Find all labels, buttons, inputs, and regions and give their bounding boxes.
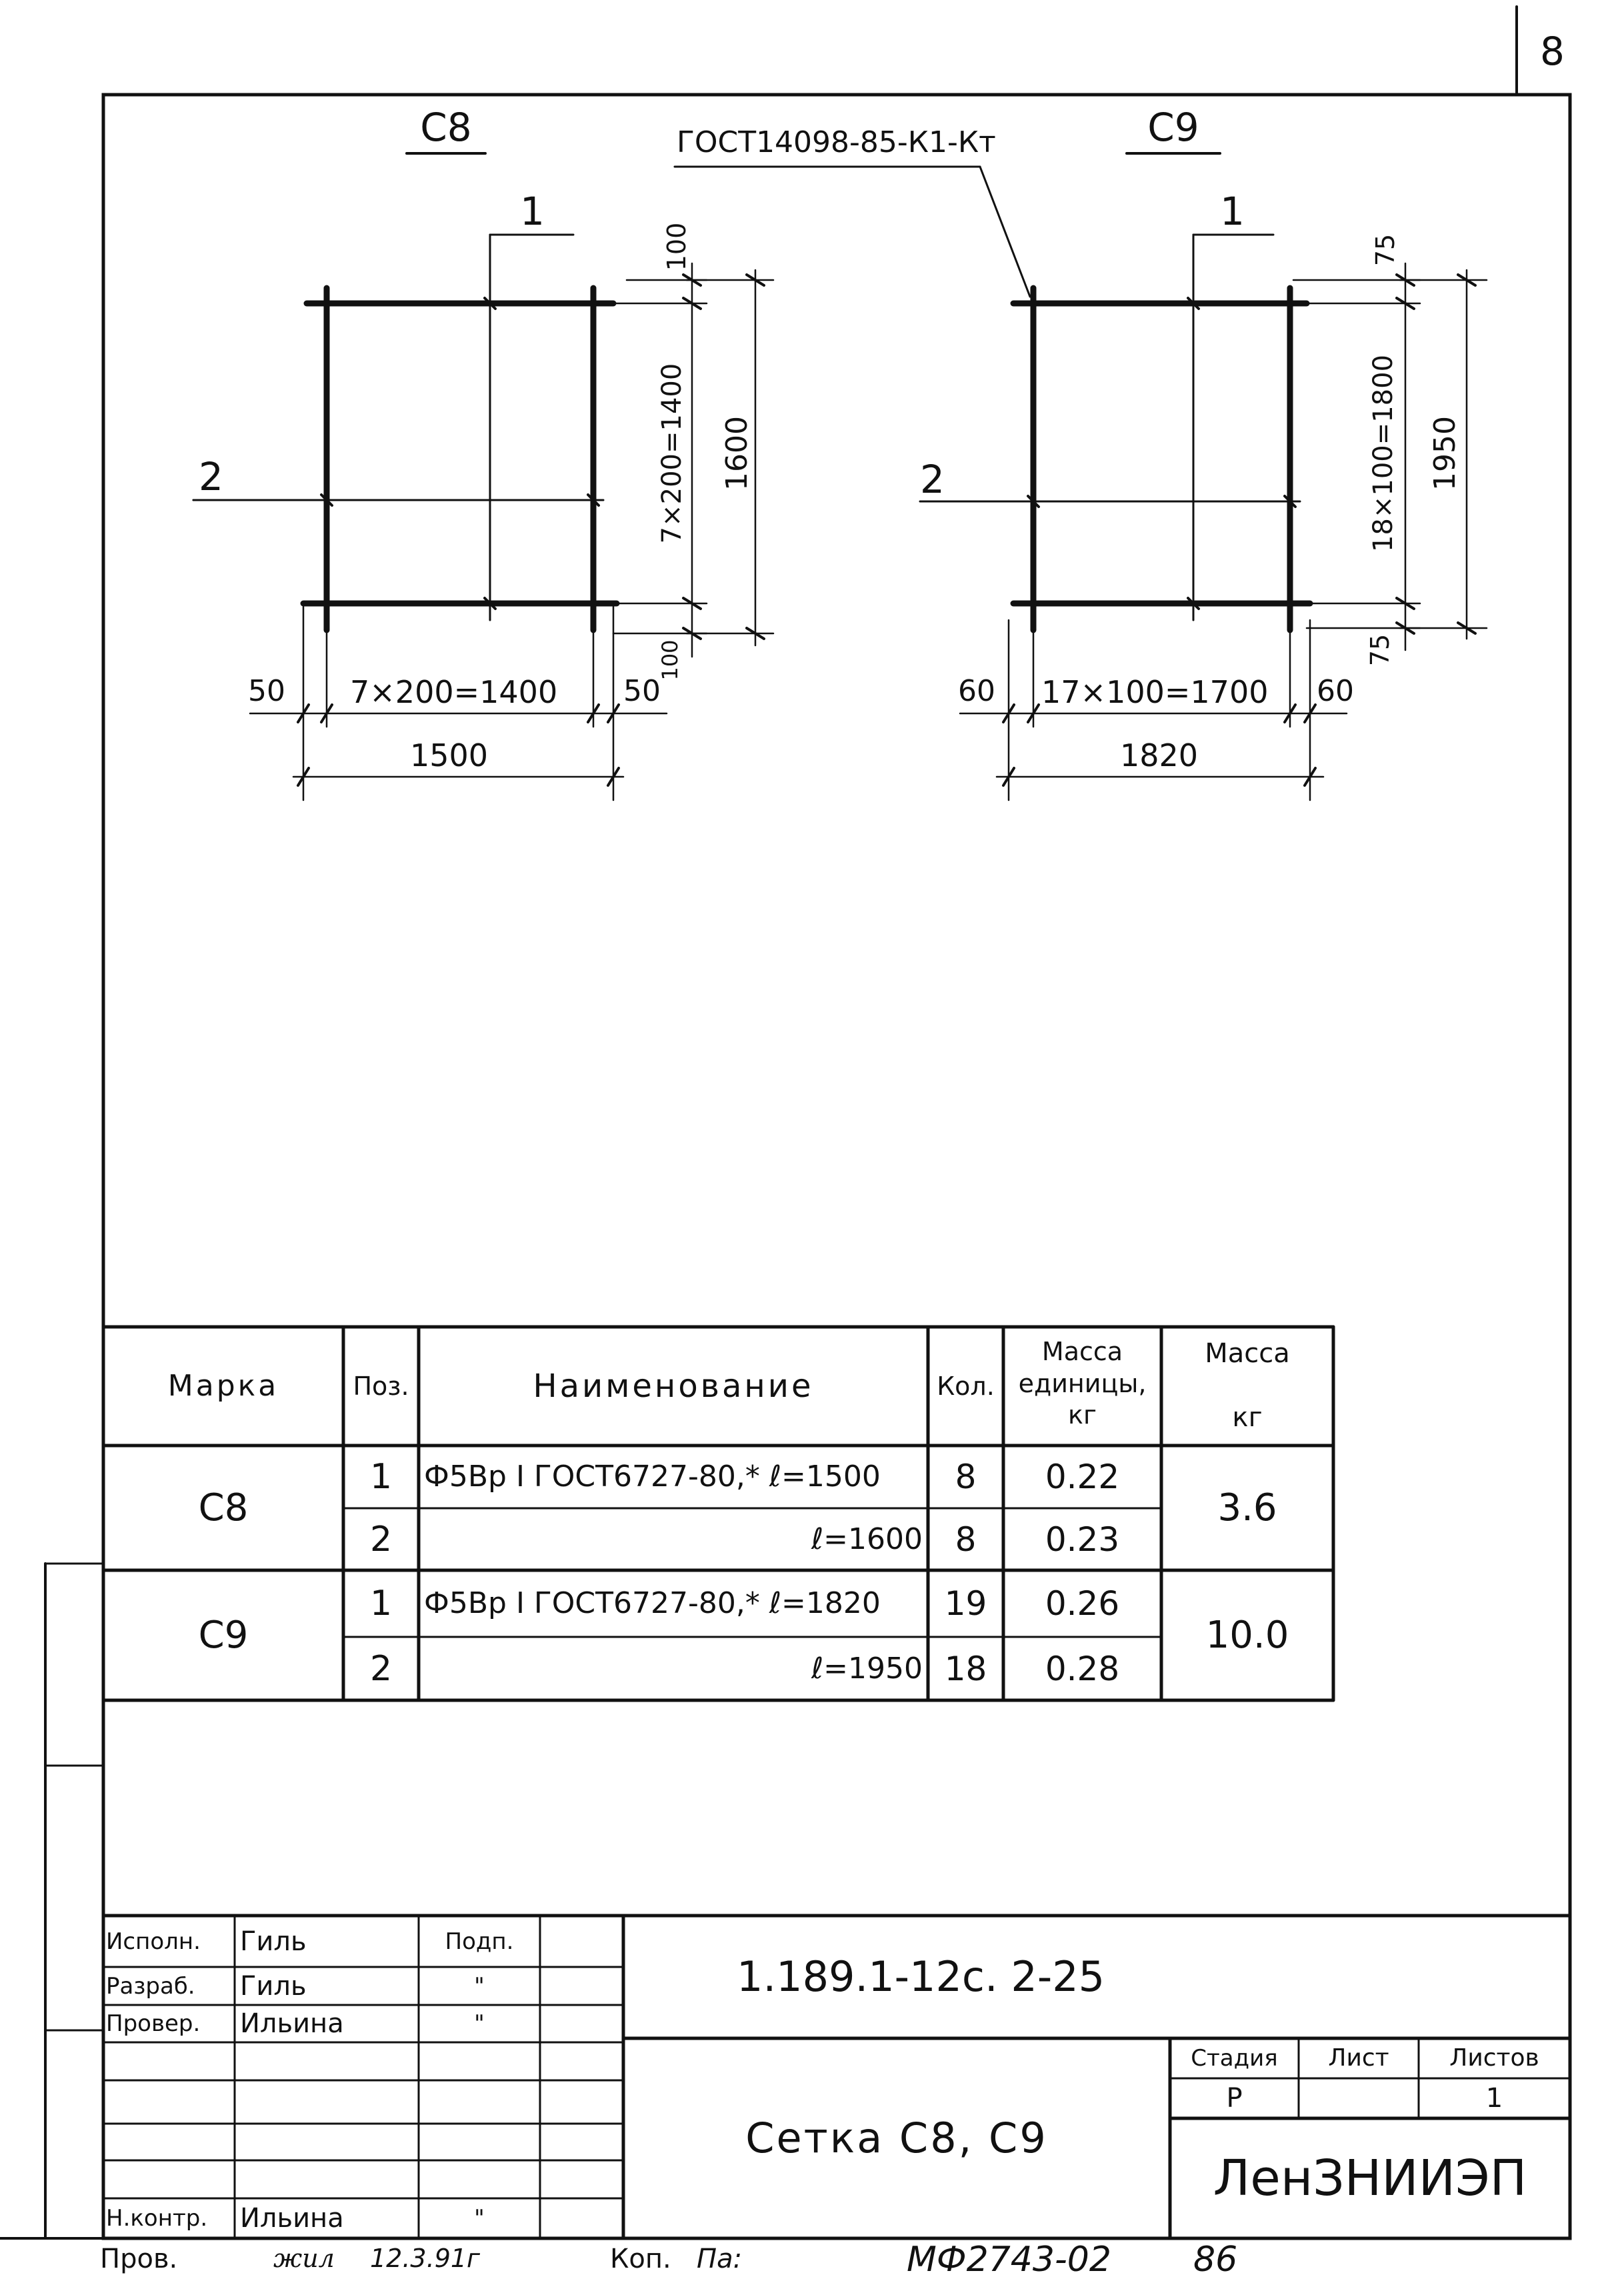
c9-dim-right: 60 <box>1317 674 1354 708</box>
c8-dim-total-horizontal: 1500 <box>410 737 489 773</box>
stage-value: Р <box>1226 2083 1243 2114</box>
row-qty: 18 <box>944 1649 987 1688</box>
c9-position-1: 1 <box>1220 189 1245 234</box>
sheet-header: Лист <box>1328 2044 1389 2072</box>
page-number: 8 <box>1540 29 1565 74</box>
c8-dim-vertical-spacing: 7×200=1400 <box>657 363 687 544</box>
checked-label: Пров. <box>100 2244 178 2274</box>
role-label: Н.контр. <box>106 2205 208 2232</box>
archive-number: МФ2743-02 <box>907 2240 1111 2280</box>
c9-title: С9 <box>1147 105 1199 150</box>
group-mass: 10.0 <box>1205 1613 1289 1657</box>
row-pos: 1 <box>369 1584 393 1624</box>
checked-signature: жил <box>273 2244 335 2273</box>
c9-dim-horizontal-spacing: 17×100=1700 <box>1041 674 1269 710</box>
header-mass-line2: кг <box>1232 1402 1263 1433</box>
role-sign: " <box>474 2010 485 2037</box>
sheets-header: Листов <box>1449 2044 1539 2072</box>
row-unit-mass: 0.28 <box>1045 1649 1120 1688</box>
row-pos: 1 <box>369 1457 393 1497</box>
organization-name: ЛенЗНИИЭП <box>1213 2150 1527 2207</box>
row-qty: 19 <box>944 1584 987 1623</box>
c9-dim-top: 75 <box>1371 233 1400 267</box>
group-mark: С9 <box>198 1613 249 1657</box>
row-name: ℓ=1950 <box>811 1651 923 1686</box>
header-unit-mass-line3: кг <box>1068 1400 1097 1430</box>
c8-title: С8 <box>420 105 472 150</box>
role-sign: " <box>474 1972 485 2000</box>
role-name: Ильина <box>240 2203 344 2234</box>
role-sign: " <box>474 2205 485 2232</box>
header-mass-line1: Масса <box>1205 1338 1290 1369</box>
stage-header: Стадия <box>1191 2045 1278 2072</box>
role-name: Гиль <box>240 1970 307 2002</box>
row-qty: 8 <box>955 1458 977 1496</box>
role-label: Разраб. <box>106 1972 195 2000</box>
checked-date: 12.3.91г <box>370 2244 481 2273</box>
row-pos: 2 <box>369 1519 393 1560</box>
sheet-title: Сетка С8, С9 <box>745 2114 1048 2162</box>
c8-dim-top: 100 <box>662 222 691 271</box>
role-label: Исполн. <box>106 1928 201 1955</box>
sheets-value: 1 <box>1485 2083 1503 2114</box>
header-unit-mass-line2: единицы, <box>1018 1368 1147 1398</box>
role-sign: Подп. <box>445 1928 514 1955</box>
c9-dim-total-vertical: 1950 <box>1428 416 1462 491</box>
role-name: Гиль <box>240 1926 307 1957</box>
copy-label: Коп. <box>610 2244 671 2274</box>
c8-dim-right: 50 <box>623 674 661 708</box>
row-unit-mass: 0.26 <box>1045 1584 1120 1623</box>
c8-dim-horizontal-spacing: 7×200=1400 <box>350 674 558 710</box>
row-name: Ф5Вр I ГОСТ6727-80,* ℓ=1500 <box>424 1460 881 1494</box>
c8-dim-total-vertical: 1600 <box>720 416 754 491</box>
c8-position-1: 1 <box>520 189 545 234</box>
c9-dim-bottom: 75 <box>1365 633 1395 667</box>
c8-dim-left: 50 <box>248 674 285 708</box>
c8-position-2: 2 <box>199 454 223 499</box>
c8-dim-bottom: 100 <box>657 639 683 681</box>
row-unit-mass: 0.22 <box>1045 1458 1120 1496</box>
header-name: Наименование <box>533 1368 814 1405</box>
role-label: Провер. <box>106 2010 201 2037</box>
row-name: Ф5Вр I ГОСТ6727-80,* ℓ=1820 <box>424 1586 881 1620</box>
copy-signature: Па: <box>697 2244 743 2274</box>
doc-code: 1.189.1-12с. 2-25 <box>737 1952 1105 2001</box>
row-qty: 8 <box>955 1520 977 1559</box>
c9-dim-total-horizontal: 1820 <box>1120 737 1199 773</box>
header-pos: Поз. <box>353 1372 409 1401</box>
c9-dim-vertical-spacing: 18×100=1800 <box>1368 354 1399 553</box>
header-unit-mass-line1: Масса <box>1041 1337 1123 1366</box>
header-unit-mass <box>1003 1327 1161 1446</box>
c9-dim-left: 60 <box>958 674 995 708</box>
row-pos: 2 <box>369 1648 393 1689</box>
row-name: ℓ=1600 <box>811 1522 923 1556</box>
c9-weld-leader-label: ГОСТ14098-85-К1-Кт <box>677 125 996 159</box>
role-name: Ильина <box>240 2008 344 2039</box>
header-mark: Марка <box>167 1369 279 1403</box>
c9-position-2: 2 <box>920 457 945 502</box>
group-mark: С8 <box>198 1486 249 1530</box>
sheet-value <box>1299 2078 1419 2118</box>
header-mass <box>1161 1327 1333 1446</box>
group-mass: 3.6 <box>1217 1486 1277 1530</box>
archive-sequence: 86 <box>1193 2240 1238 2280</box>
header-qty: Кол. <box>937 1372 995 1401</box>
row-unit-mass: 0.23 <box>1045 1520 1120 1559</box>
